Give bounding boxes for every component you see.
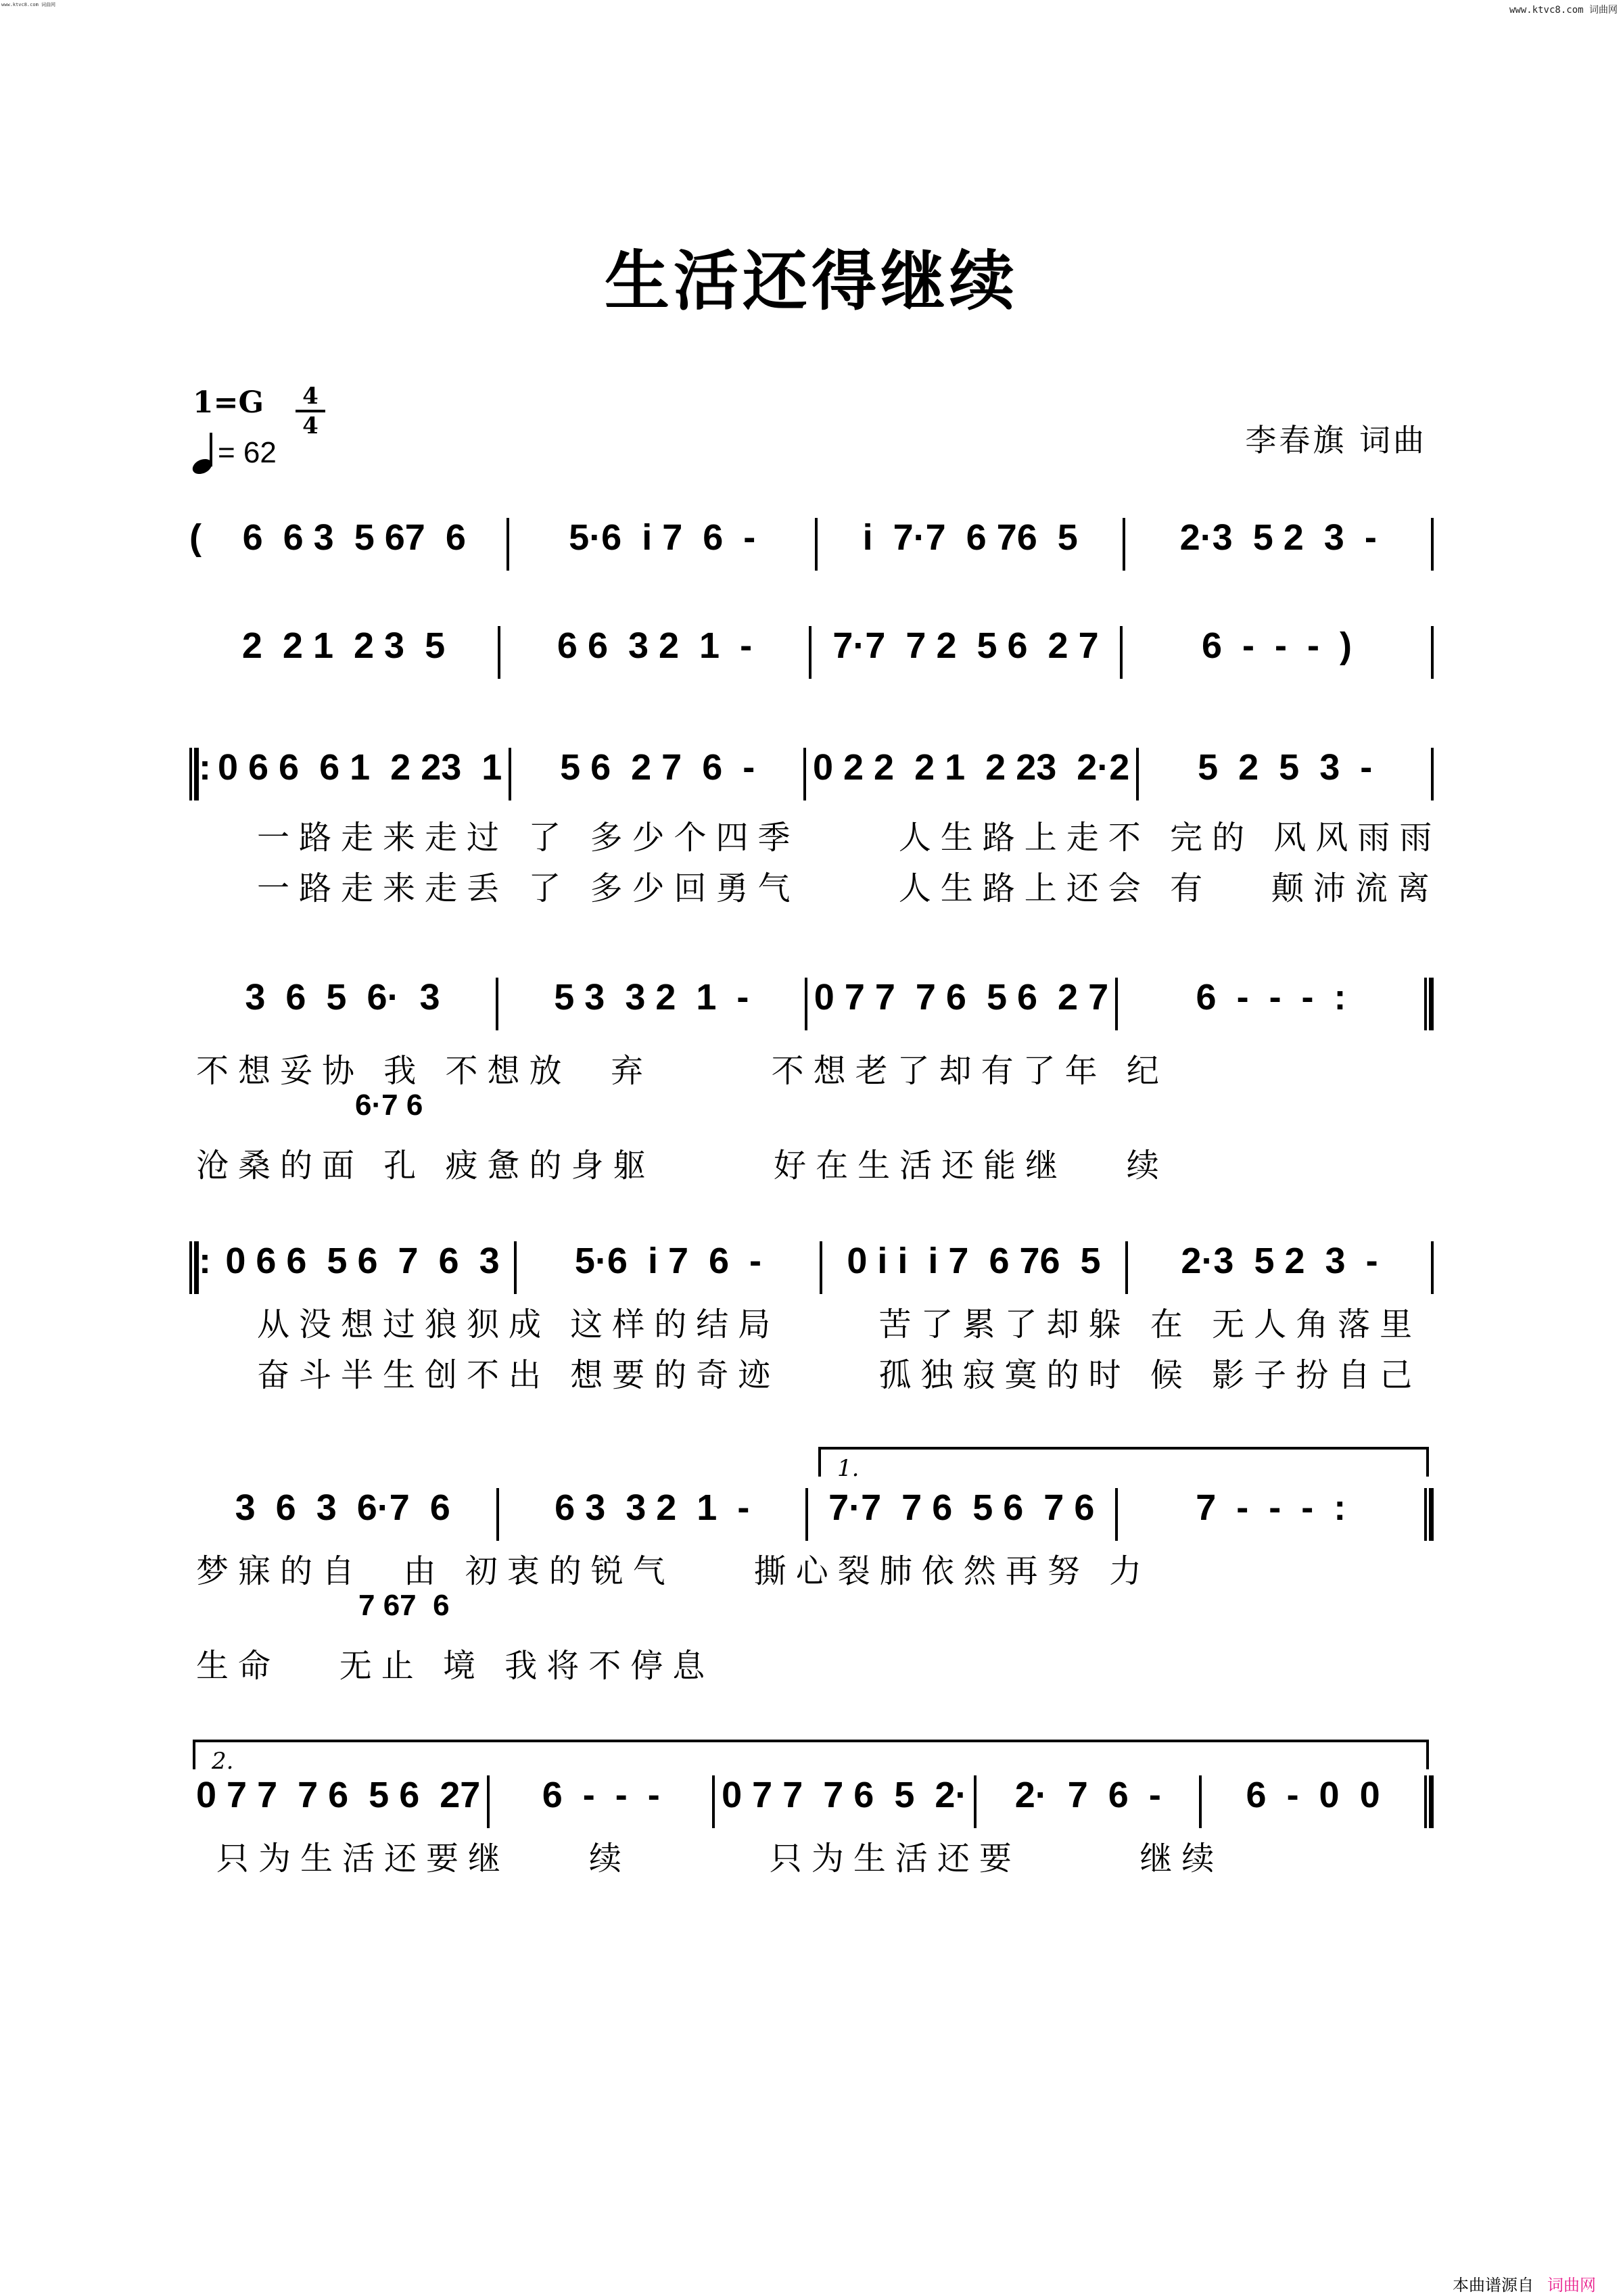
lyrics-verse-1: 不想妥协 我 不想放 弃 不想老了却有了年 纪 [196, 1052, 1169, 1090]
repeat-start-barline [189, 1241, 199, 1294]
score-line-3 [189, 737, 1442, 907]
time-signature [296, 384, 325, 438]
measure: 6 - 0 0 [1246, 1775, 1380, 1815]
time-signature-bottom: 4 [302, 412, 319, 439]
composer-credits: 李春旗 词曲 [1245, 422, 1427, 458]
measure: 3 6 5 6· 3 [245, 977, 440, 1018]
lyrics-verse-1: 一路走来走过 了 多少个四季 人生路上走不 完的 风风雨雨 [257, 819, 1442, 857]
lyrics: 只为生活还要继 续 只为生活还要 继续 [216, 1840, 1224, 1878]
repeat-start-barline [189, 748, 199, 800]
measure: 2· 7 6 - [1014, 1775, 1161, 1815]
score-line-1 [189, 507, 1434, 575]
repeat-end-barline [1424, 1488, 1434, 1541]
measure: 0 6 6 5 6 7 6 3 [225, 1241, 500, 1281]
measure: 0 7 7 7 6 5 6 2 7 [814, 977, 1109, 1018]
song-title: 生活还得继续 [605, 243, 1018, 319]
watermark-top-left: www.ktvc8.com 词曲网 [1, 2, 56, 7]
lyrics-verse-2: 一路走来走丢 了 多少回勇气 人生路上还会 有 颠沛流离 [257, 869, 1439, 907]
open-paren: ( [189, 517, 202, 558]
measure: 6 3 3 2 1 - [555, 1487, 750, 1528]
bar-line [1431, 626, 1434, 679]
measure: 6 6 3 2 1 - [557, 625, 753, 666]
measure: 0 7 7 7 6 5 6 27 [196, 1775, 481, 1815]
measure: 7 - - - : [1196, 1487, 1346, 1528]
volta-bracket-1 [818, 1447, 1429, 1482]
volta-label: 2. [212, 1748, 234, 1775]
measure: 0 7 7 7 6 5 2· [722, 1775, 968, 1815]
volta-label: 1. [837, 1455, 860, 1482]
measure: 6 - - - ) [1202, 625, 1352, 666]
measure: i 7·7 6 76 5 [862, 517, 1078, 558]
bar-line [1431, 748, 1434, 800]
footer-site-link[interactable]: 词曲网 [1547, 2276, 1596, 2295]
measure: 0 6 6 6 1 2 23 1 [217, 747, 502, 788]
measure: 6 6 3 5 67 6 [242, 517, 466, 558]
lyrics-verse-1: 梦寐的自 由 初衷的锐气 撕心裂肺依然再努 力 [196, 1552, 1152, 1590]
lyrics-verse-2: 奋斗半生创不出 想要的奇迹 孤独寂寞的时 候 影子扮自己 [257, 1356, 1422, 1394]
measure: 5·6 i 7 6 - [574, 1241, 762, 1281]
measure: 0 i i i 7 6 76 5 [847, 1241, 1101, 1281]
footer-source-label: 本曲谱源自 [1453, 2276, 1534, 2295]
tempo-marking [191, 433, 277, 473]
lyrics-verse-1: 从没想过狼狈成 这样的结局 苦了累了却躲 在 无人角落里 [257, 1306, 1422, 1343]
score-line-2 [189, 615, 1434, 683]
repeat-dots: : [199, 747, 211, 788]
repeat-end-barline [1424, 978, 1434, 1030]
measure: 3 6 3 6·7 6 [235, 1487, 450, 1528]
measure: 7·7 7 6 5 6 7 6 [828, 1487, 1095, 1528]
score-line-7 [189, 1765, 1434, 1878]
measure: 6 - - - : [1196, 977, 1346, 1018]
alternate-notes: 7 67 6 [358, 1589, 450, 1622]
measure: 2 2 1 2 3 5 [241, 625, 446, 666]
score-line-6 [189, 1477, 1434, 1685]
measure: 5·6 i 7 6 - [569, 517, 756, 558]
quarter-note-icon [191, 433, 218, 473]
measure: 5 2 5 3 - [1198, 747, 1373, 788]
repeat-dots: : [199, 1241, 211, 1281]
footer-source [1453, 2272, 1596, 2295]
lyrics-verse-2: 生命 无止 境 我将不停息 [196, 1647, 715, 1685]
measure: 5 6 2 7 6 - [560, 747, 755, 788]
measure: 2·3 5 2 3 - [1181, 1241, 1378, 1281]
measure: 6 - - - [542, 1775, 660, 1815]
tempo-value: = 62 [218, 436, 277, 469]
measure: 7·7 7 2 5 6 2 7 [832, 625, 1099, 666]
bar-line [1431, 518, 1434, 571]
lyrics-verse-2: 沧桑的面 孔 疲惫的身躯 好在生活还能继 续 [196, 1147, 1169, 1185]
bar-line [1431, 1241, 1434, 1294]
score-line-4 [189, 967, 1434, 1185]
time-signature-top: 4 [302, 383, 319, 410]
final-barline [1424, 1775, 1434, 1828]
alternate-notes: 6·7 6 [355, 1089, 423, 1122]
measure: 5 3 3 2 1 - [554, 977, 749, 1018]
measure: 2·3 5 2 3 - [1179, 517, 1377, 558]
measure: 0 2 2 2 1 2 23 2·2 [812, 747, 1130, 788]
score-line-5 [189, 1230, 1434, 1394]
watermark-top-right: www.ktvc8.com 词曲网 [1509, 5, 1618, 16]
key-signature: 1=G [193, 385, 264, 420]
